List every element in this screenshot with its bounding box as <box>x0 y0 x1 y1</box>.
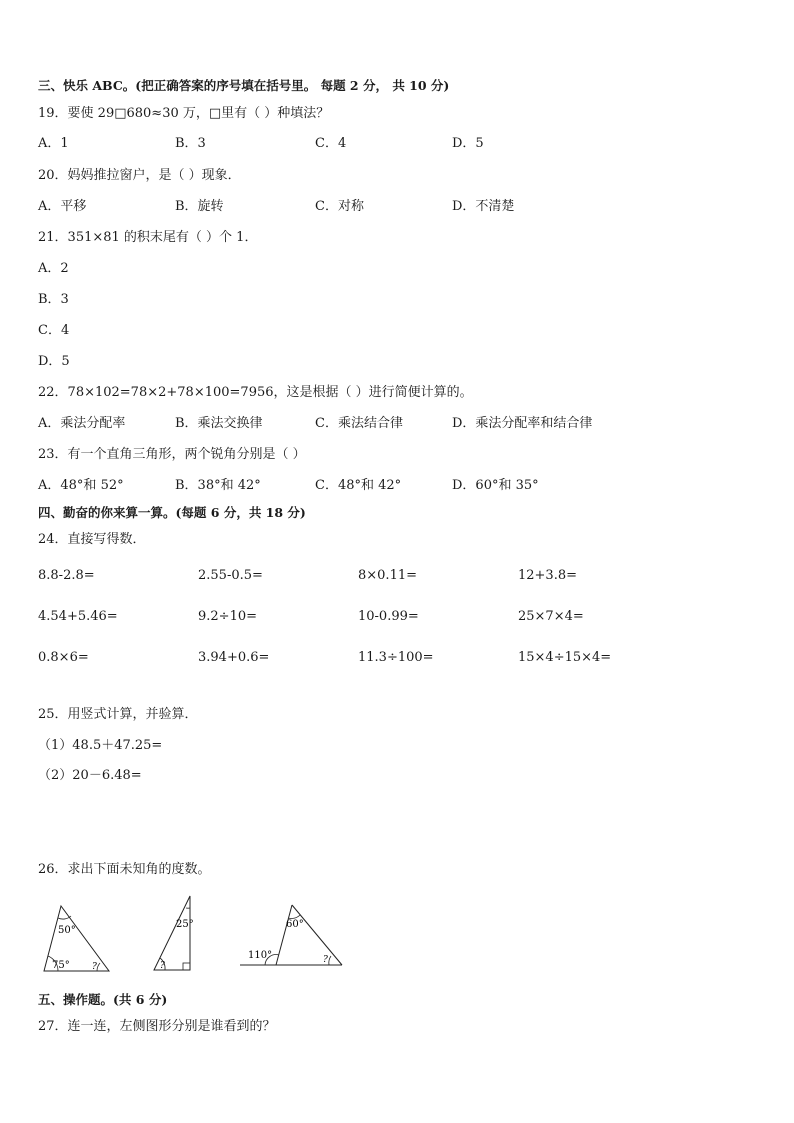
q19-option-c[interactable]: C．4 <box>315 136 347 151</box>
q24-text: 24．直接写得数． <box>38 532 146 547</box>
fig1-unknown-angle-label: ? <box>92 962 97 972</box>
q27-text: 27．连一连，左侧图形分别是谁看到的？ <box>38 1019 276 1034</box>
q20-text: 20．妈妈推拉窗户，是（ ）现象． <box>38 168 241 183</box>
q24-expr: 10-0.99= <box>358 609 419 624</box>
q19-option-a[interactable]: A．1 <box>38 136 69 151</box>
q20-option-b[interactable]: B．旋转 <box>175 199 224 214</box>
q23-text: 23．有一个直角三角形，两个锐角分别是（ ） <box>38 447 306 462</box>
q26-figure-3-triangle <box>238 896 346 970</box>
q22-option-d[interactable]: D．乘法分配率和结合律 <box>452 416 593 431</box>
q24-expr: 3.94+0.6= <box>198 650 270 665</box>
fig3-exterior-angle-label: 110° <box>248 950 273 961</box>
q24-expr: 2.55-0.5= <box>198 568 263 583</box>
fig3-unknown-angle-label: ? <box>323 955 328 965</box>
q24-expr: 12+3.8= <box>518 568 578 583</box>
q24-expr: 0.8×6= <box>38 650 89 665</box>
q26-figure-2-triangle <box>150 892 200 976</box>
q21-option-b[interactable]: B．3 <box>38 292 69 307</box>
q24-expr: 4.54+5.46= <box>38 609 118 624</box>
fig3-top-angle-label: 60° <box>286 919 304 930</box>
q19-text: 19．要使 29□680≈30 万，□里有（ ）种填法？ <box>38 106 330 121</box>
q23-option-c[interactable]: C．48°和 42° <box>315 478 402 493</box>
q20-option-a[interactable]: A．平移 <box>38 199 87 214</box>
q21-option-c[interactable]: C．4 <box>38 323 70 338</box>
q21-option-d[interactable]: D．5 <box>38 354 70 369</box>
q19-option-d[interactable]: D．5 <box>452 136 484 151</box>
q22-option-b[interactable]: B．乘法交换律 <box>175 416 263 431</box>
q25-item-2: （2）20－6.48= <box>38 768 142 783</box>
q21-option-a[interactable]: A．2 <box>38 261 69 276</box>
fig1-top-angle-label: 50° <box>58 925 76 936</box>
q25-item-1: （1）48.5＋47.25= <box>38 738 163 753</box>
q26-text: 26．求出下面未知角的度数。 <box>38 862 211 877</box>
q23-option-a[interactable]: A．48°和 52° <box>38 478 124 493</box>
q22-option-a[interactable]: A．乘法分配率 <box>38 416 126 431</box>
fig1-left-angle-label: 75° <box>52 960 70 971</box>
q26-figure-1-triangle <box>36 892 116 976</box>
q23-option-b[interactable]: B．38°和 42° <box>175 478 261 493</box>
q20-option-d[interactable]: D．不清楚 <box>452 199 515 214</box>
section5-heading: 五、操作题。(共 6 分) <box>38 992 168 1007</box>
q22-option-c[interactable]: C．乘法结合律 <box>315 416 403 431</box>
q24-expr: 15×4÷15×4= <box>518 650 612 665</box>
q23-option-d[interactable]: D．60°和 35° <box>452 478 539 493</box>
section3-heading: 三、快乐 ABC。(把正确答案的序号填在括号里。 每题 2 分， 共 10 分) <box>38 78 450 93</box>
q24-expr: 8.8-2.8= <box>38 568 95 583</box>
q19-option-b[interactable]: B．3 <box>175 136 206 151</box>
fig2-unknown-angle-label: ? <box>160 961 165 971</box>
q25-text: 25．用竖式计算，并验算． <box>38 707 198 722</box>
section4-heading: 四、勤奋的你来算一算。(每题 6 分，共 18 分) <box>38 505 306 520</box>
q24-expr: 9.2÷10= <box>198 609 258 624</box>
q24-expr: 8×0.11= <box>358 568 418 583</box>
q21-text: 21．351×81 的积末尾有（ ）个 1． <box>38 230 258 245</box>
q22-text: 22．78×102=78×2+78×100=7956，这是根据（ ）进行简便计算的。 <box>38 385 473 400</box>
q24-expr: 25×7×4= <box>518 609 584 624</box>
q20-option-c[interactable]: C．对称 <box>315 199 364 214</box>
q24-expr: 11.3÷100= <box>358 650 434 665</box>
fig2-top-angle-label: 25° <box>176 919 194 930</box>
